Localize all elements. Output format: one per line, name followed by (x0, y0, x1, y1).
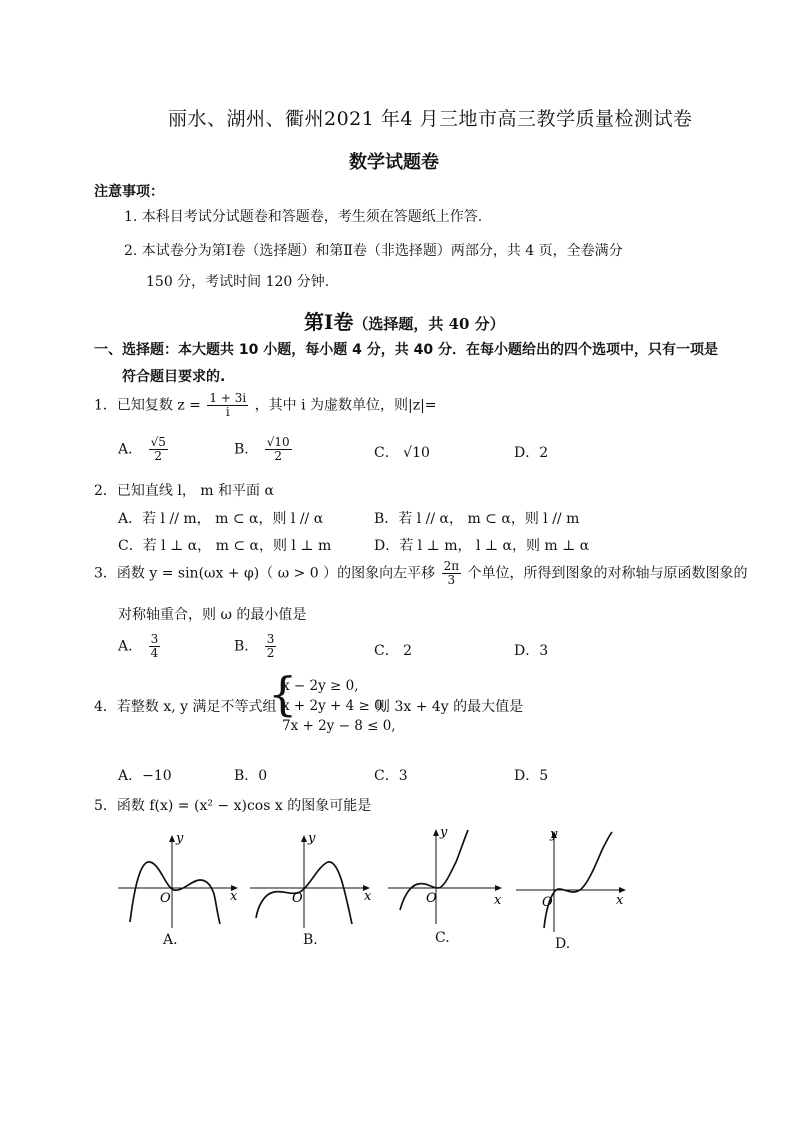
q3-opt-a-label: A． (118, 638, 143, 655)
q3-fraction (442, 560, 462, 587)
part1-title-sub: （选择题，共 40 分） (353, 315, 505, 333)
graph-a-y-arrow (169, 835, 175, 842)
q3-opt-b-den: 2 (266, 646, 275, 661)
graph-c-label: C. (435, 930, 450, 946)
q1-opt-a-frac (149, 436, 168, 463)
q1-frac-den: i (225, 405, 230, 420)
section1-line1: 一、选择题：本大题共 10 小题，每小题 4 分，共 40 分．在每小题给出的四个选项中，只有一项是 (94, 342, 718, 358)
q4-brace: { (268, 667, 298, 721)
graph-c-origin: O (426, 891, 437, 906)
graph-b-label: B. (303, 932, 318, 948)
exam-title: 丽水、湖州、衢州2021 年4 月三地市高三教学质量检测试卷 (168, 108, 693, 130)
q2-option-c: C．若 l ⊥ α， m ⊂ α，则 l ⊥ m (118, 538, 332, 554)
q3-option-a (118, 633, 162, 660)
notice-heading: 注意事项： (94, 184, 164, 200)
q2-option-a: A．若 l // m， m ⊂ α，则 l // α (118, 511, 324, 527)
graph-d-origin: O (542, 895, 553, 910)
q4-option-c: C．3 (374, 768, 408, 784)
q3-suffix: 个单位，所得到图象的对称轴与原函数图象的 (467, 565, 748, 582)
question-1-stem (94, 392, 437, 419)
graph-b-origin: O (292, 891, 303, 906)
q1-prefix: 1．已知复数 z = (94, 397, 201, 414)
q1-opt-a-label: A． (118, 441, 143, 458)
q3-opt-b-frac (265, 633, 277, 660)
question-2-stem: 2．已知直线 l， m 和平面 α (94, 483, 274, 499)
graph-b (248, 830, 378, 930)
graph-d-svg (512, 826, 636, 936)
q1-frac-num: 1 + 3i (209, 391, 247, 405)
graph-a-svg (116, 830, 246, 930)
q3-option-b (234, 633, 278, 660)
q4-option-b: B．0 (234, 768, 268, 784)
q3-option-c: C． 2 (374, 643, 413, 659)
q4-prefix: 4．若整数 x, y 满足不等式组 (94, 699, 277, 715)
q3-opt-a-frac (149, 633, 161, 660)
q1-option-a (118, 436, 170, 463)
q4-ineq-1: x − 2y ≥ 0, (282, 678, 359, 694)
q1-opt-a-num: √5 (150, 435, 166, 449)
part1-title-main: 第Ⅰ卷 (304, 310, 354, 334)
graph-d-label: D. (555, 936, 571, 952)
graph-a-x-label: x (230, 889, 238, 904)
q1-opt-b-den: 2 (274, 449, 283, 464)
q1-opt-b-num: √10 (266, 435, 290, 449)
question-3-stem (94, 560, 748, 587)
graph-b-svg (248, 830, 378, 930)
q1-option-b (234, 436, 294, 463)
q3-frac-num: 2π (443, 559, 460, 573)
notice-item-2-line1: 2. 本试卷分为第Ⅰ卷（选择题）和第Ⅱ卷（非选择题）两部分，共 4 页，全卷满分 (124, 243, 623, 259)
q2-option-d: D．若 l ⊥ m， l ⊥ α，则 m ⊥ α (374, 538, 590, 554)
q4-option-d: D．5 (514, 768, 549, 784)
graph-d (512, 826, 636, 936)
q2-option-b: B．若 l // α， m ⊂ α，则 l // m (374, 511, 580, 527)
notice-item-2-line2: 150 分，考试时间 120 分钟. (146, 274, 330, 290)
graph-d-x-label: x (616, 893, 624, 908)
q1-fraction (207, 392, 248, 419)
q1-opt-b-label: B． (234, 441, 259, 458)
graph-c-y-arrow (433, 829, 439, 836)
notice-item-1: 1. 本科目考试分试题卷和答题卷，考生须在答题纸上作答. (124, 209, 483, 225)
graph-c-x-label: x (494, 893, 502, 908)
q1-opt-a-den: 2 (154, 449, 163, 464)
q3-opt-a-den: 4 (150, 646, 159, 661)
q3-opt-b-label: B． (234, 638, 259, 655)
graph-c-x-arrow (495, 885, 502, 891)
graph-b-y-label: y (308, 831, 316, 846)
q1-opt-b-frac (265, 436, 292, 463)
graph-d-y-label: y (550, 827, 558, 842)
q3-opt-a-num: 3 (150, 632, 159, 646)
q4-suffix: 则 3x + 4y 的最大值是 (376, 699, 524, 715)
graph-a-y-label: y (176, 831, 184, 846)
exam-subtitle: 数学试题卷 (349, 152, 439, 173)
q4-ineq-3: 7x + 2y − 8 ≤ 0, (282, 718, 396, 734)
q3-frac-den: 3 (447, 573, 456, 588)
q1-option-d: D．2 (514, 445, 549, 461)
graph-c-y-label: y (440, 826, 448, 840)
q3-prefix: 3．函数 y = sin(ωx + φ)（ ω > 0 ）的图象向左平移 (94, 565, 436, 582)
section1-line2: 符合题目要求的. (122, 369, 226, 385)
graph-b-x-label: x (364, 889, 372, 904)
graph-c (386, 826, 510, 926)
q1-option-c: C． √10 (374, 445, 430, 461)
q3-opt-b-num: 3 (266, 632, 275, 646)
graph-b-y-arrow (301, 835, 307, 842)
q4-option-a: A．−10 (118, 768, 172, 784)
question-5-stem: 5．函数 f(x) = (x² − x)cos x 的图象可能是 (94, 798, 372, 814)
graph-a (116, 830, 246, 930)
graph-c-svg (386, 826, 510, 926)
q4-ineq-2: x + 2y + 4 ≥ 0, (282, 698, 387, 714)
graph-a-curve (130, 862, 220, 924)
q3-line2: 对称轴重合，则 ω 的最小值是 (118, 607, 307, 623)
part1-title (304, 306, 505, 335)
q3-option-d: D．3 (514, 643, 549, 659)
graph-a-origin: O (160, 891, 171, 906)
q1-suffix: ，其中 i 为虚数单位，则|z|= (254, 397, 437, 414)
graph-a-label: A. (163, 932, 178, 948)
